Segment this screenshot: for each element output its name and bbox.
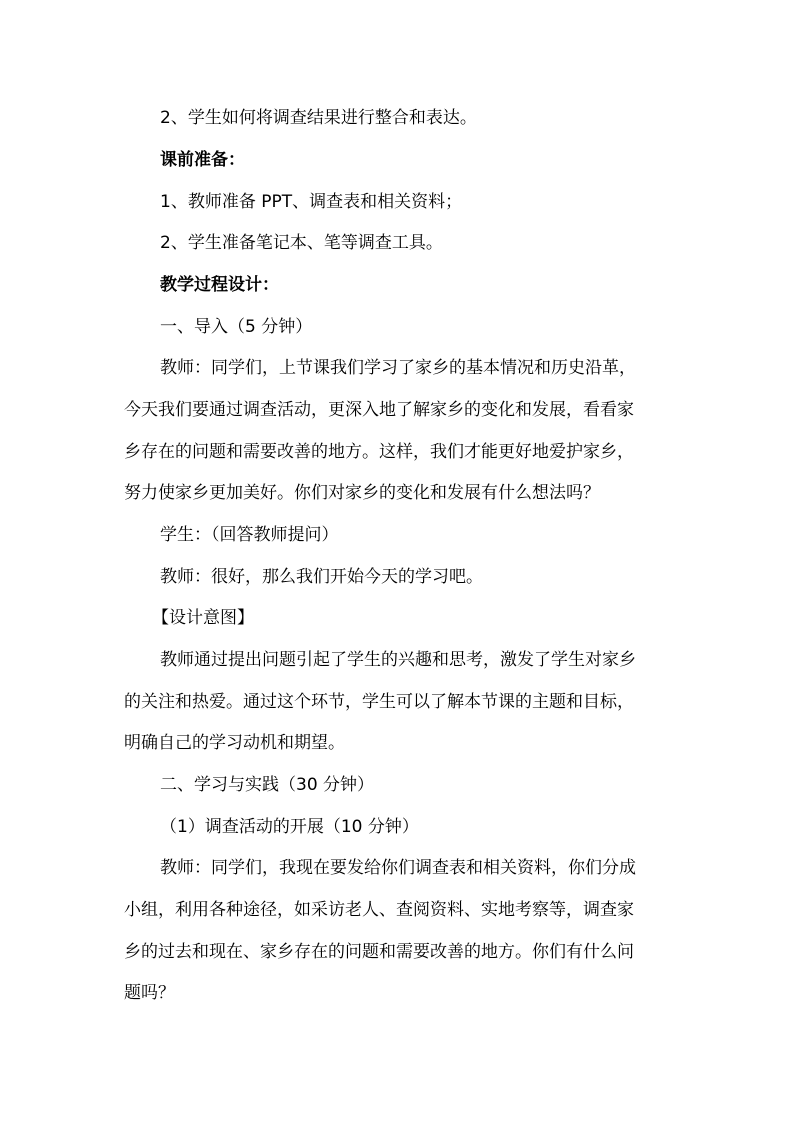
- paragraph-line: 今天我们要通过调查活动，更深入地了解家乡的变化和发展，看看家: [124, 400, 634, 420]
- paragraph-line: 小组，利用各种途径，如采访老人、查阅资料、实地考察等，调查家: [124, 900, 634, 920]
- paragraph-line: 乡的过去和现在、家乡存在的问题和需要改善的地方。你们有什么问: [124, 942, 634, 962]
- paragraph-line: 教师通过提出问题引起了学生的兴趣和思考，激发了学生对家乡: [160, 650, 636, 670]
- paragraph-line: 教师：同学们，上节课我们学习了家乡的基本情况和历史沿革，: [160, 358, 636, 378]
- student-response: 学生：（回答教师提问）: [160, 525, 339, 545]
- design-intent-heading: 【设计意图】: [152, 608, 254, 628]
- teacher-line: 教师：很好，那么我们开始今天的学习吧。: [160, 567, 483, 587]
- paragraph-line: 的关注和热爱。通过这个环节，学生可以了解本节课的主题和目标，: [124, 692, 634, 712]
- section-intro-title: 一、导入（5 分钟）: [160, 317, 313, 337]
- paragraph-line: 题吗？: [124, 983, 175, 1003]
- heading-preparation: 课前准备：: [160, 150, 245, 170]
- paragraph-line: 明确自己的学习动机和期望。: [124, 733, 345, 753]
- subsection-title: （1）调查活动的开展（10 分钟）: [160, 817, 419, 837]
- paragraph-line: 乡存在的问题和需要改善的地方。这样，我们才能更好地爱护家乡，: [124, 442, 634, 462]
- line-1: 2、学生如何将调查结果进行整合和表达。: [160, 108, 477, 128]
- section-practice-title: 二、学习与实践（30 分钟）: [160, 775, 375, 795]
- heading-process: 教学过程设计：: [160, 275, 279, 295]
- paragraph-line: 教师：同学们，我现在要发给你们调查表和相关资料，你们分成: [160, 858, 636, 878]
- line-4: 2、学生准备笔记本、笔等调查工具。: [160, 233, 443, 253]
- paragraph-line: 努力使家乡更加美好。你们对家乡的变化和发展有什么想法吗？: [124, 483, 600, 503]
- line-3: 1、教师准备 PPT、调查表和相关资料；: [160, 192, 463, 212]
